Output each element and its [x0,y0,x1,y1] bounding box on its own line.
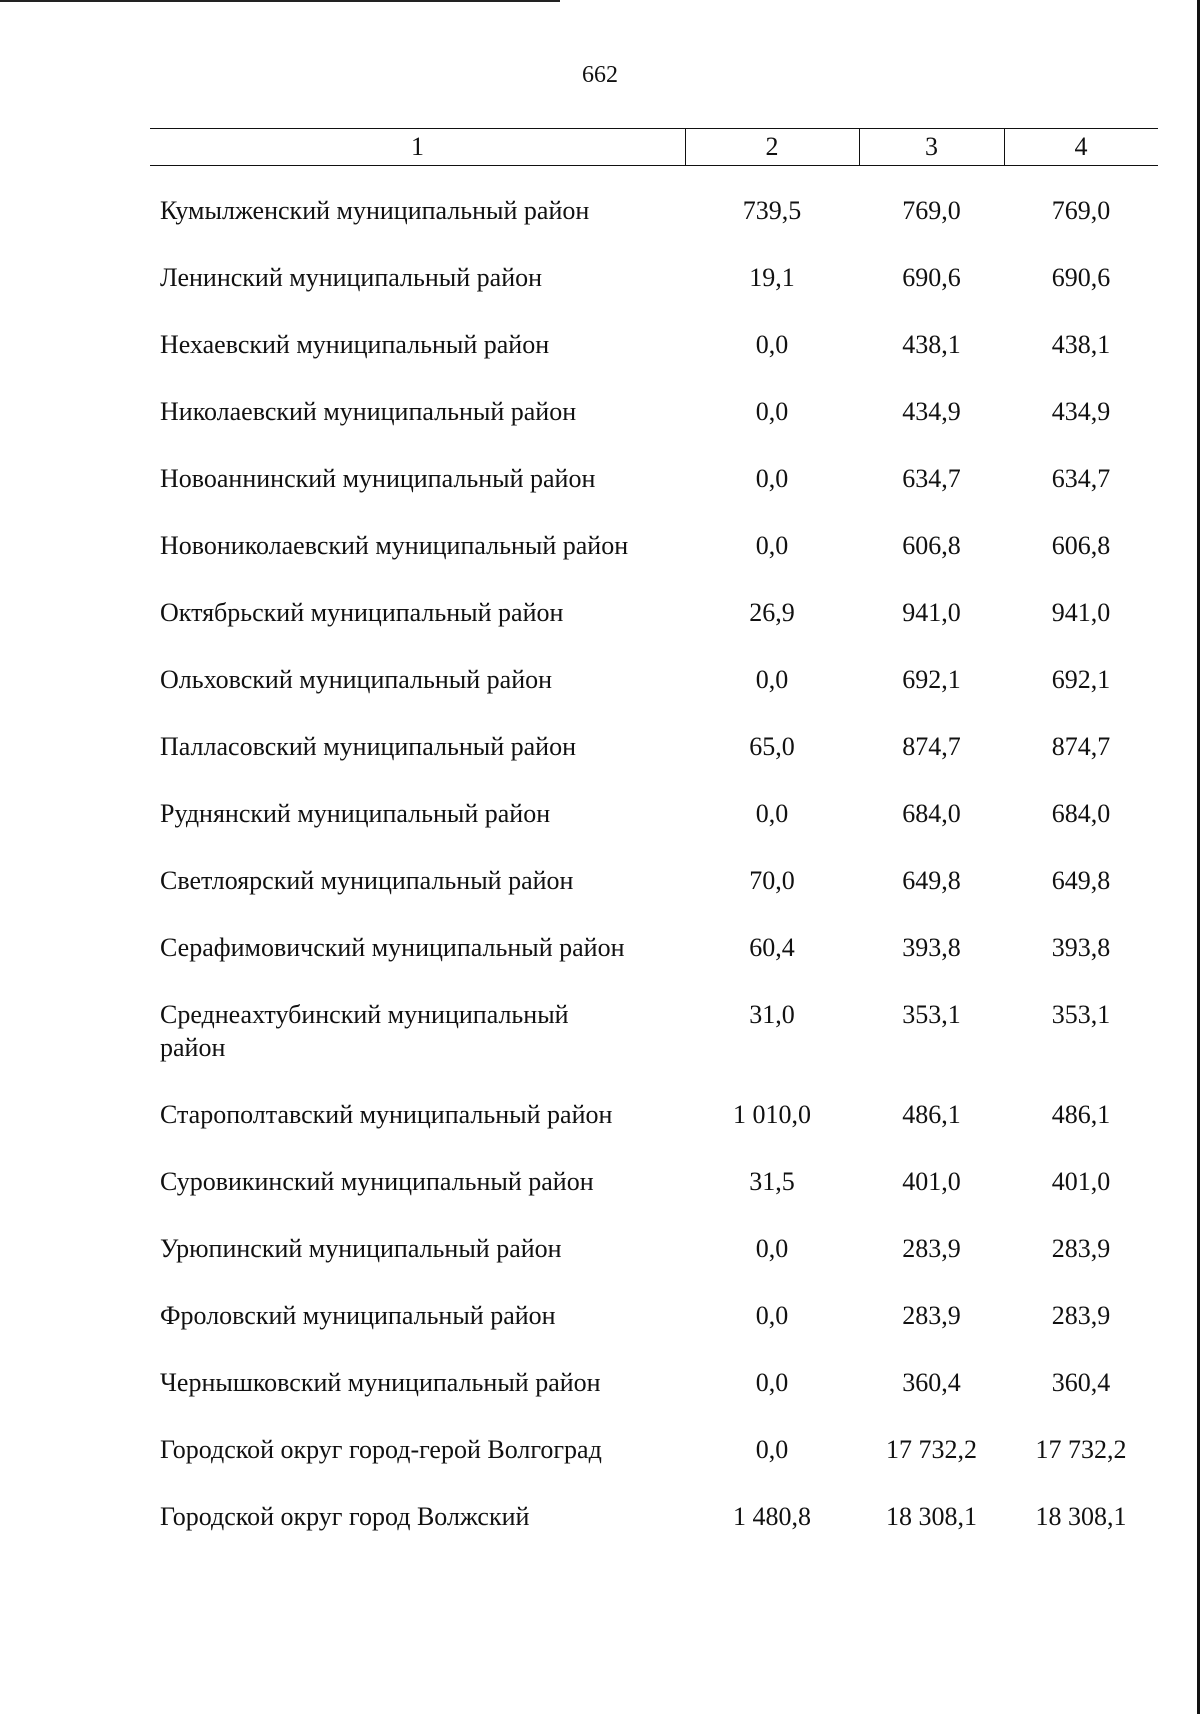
row-col-2: 65,0 [749,732,795,761]
row-name: Октябрьский муниципальный район [160,598,564,627]
row-col-2: 26,9 [749,598,795,627]
scan-edge-top [0,0,560,2]
row-name: Серафимовичский муниципальный район [160,933,625,962]
row-col-3: 283,9 [902,1234,961,1263]
table-row [150,1366,1158,1433]
row-col-3: 434,9 [902,397,961,426]
table-row [150,194,1158,261]
table-row [150,395,1158,462]
row-col-2: 0,0 [755,531,789,560]
table-row [150,1299,1158,1366]
row-col-3: 874,7 [902,732,961,761]
row-col-4: 486,1 [1051,1100,1111,1129]
row-name: Старополтавский муниципальный район [160,1100,613,1129]
row-col-2: 0,0 [755,1234,789,1263]
row-col-3: 486,1 [902,1100,961,1129]
row-col-4: 18 308,1 [1035,1502,1127,1531]
row-col-2: 0,0 [755,397,789,426]
row-col-4: 283,9 [1051,1301,1111,1330]
row-col-3: 353,1 [902,1000,961,1029]
row-name: Новониколаевский муниципальный район [160,531,629,560]
table-row [150,1500,1158,1567]
row-col-4: 941,0 [1051,598,1111,627]
table-header [150,128,1158,166]
row-name: Кумылженский муниципальный район [160,196,590,225]
row-col-3: 283,9 [902,1301,961,1330]
row-col-3: 17 732,2 [886,1435,977,1464]
row-name: Фроловский муниципальный район [160,1301,556,1330]
header-col-1: 1 [411,132,424,161]
row-col-3: 438,1 [902,330,961,359]
header-col-2: 2 [765,132,779,161]
row-name: Урюпинский муниципальный район [160,1234,562,1263]
row-name: Нехаевский муниципальный район [160,330,550,359]
row-col-3: 690,6 [902,263,961,292]
row-col-2: 0,0 [755,1435,789,1464]
row-name: Городской округ город Волжский [160,1502,530,1531]
row-name: Светлоярский муниципальный район [160,866,574,895]
table-row [150,529,1158,596]
table-row [150,1232,1158,1299]
page-number: 662 [582,62,618,88]
table-row [150,730,1158,797]
table-row [150,663,1158,730]
table-row [150,931,1158,998]
table-row [150,462,1158,529]
row-col-2: 70,0 [749,866,795,895]
table-row [150,1433,1158,1500]
row-col-3: 634,7 [902,464,961,493]
table-row [150,1098,1158,1165]
row-col-4: 692,1 [1051,665,1111,694]
row-col-4: 690,6 [1051,263,1111,292]
row-col-4: 401,0 [1051,1167,1111,1196]
row-name: Палласовский муниципальный район [160,732,576,761]
row-name: Среднеахтубинский муниципальный район [160,1000,569,1062]
row-col-3: 684,0 [902,799,961,828]
row-name: Городской округ город-герой Волгоград [160,1435,602,1464]
row-name: Новоаннинский муниципальный район [160,464,596,493]
table-row [150,596,1158,663]
row-name: Суровикинский муниципальный район [160,1167,594,1196]
row-col-2: 0,0 [755,799,789,828]
row-col-3: 393,8 [902,933,961,962]
table-row [150,864,1158,931]
table-row [150,261,1158,328]
row-col-4: 360,4 [1051,1368,1111,1397]
row-name: Руднянский муниципальный район [160,799,551,828]
row-col-4: 434,9 [1051,397,1111,426]
table-body [150,194,1158,1567]
row-col-4: 874,7 [1051,732,1111,761]
table-row [150,797,1158,864]
row-col-2: 31,0 [749,1000,795,1029]
row-col-2: 1 480,8 [733,1502,811,1531]
row-col-4: 393,8 [1051,933,1111,962]
row-col-2: 0,0 [755,1301,789,1330]
row-col-4: 769,0 [1051,196,1111,225]
row-col-2: 0,0 [755,1368,789,1397]
row-col-3: 360,4 [902,1368,961,1397]
table-row [150,1165,1158,1232]
row-name: Николаевский муниципальный район [160,397,577,426]
row-col-4: 684,0 [1051,799,1111,828]
row-col-4: 17 732,2 [1035,1435,1127,1464]
row-col-4: 283,9 [1051,1234,1111,1263]
row-col-4: 649,8 [1051,866,1111,895]
row-col-3: 401,0 [902,1167,961,1196]
row-col-3: 941,0 [902,598,961,627]
row-col-2: 739,5 [742,196,802,225]
row-col-2: 0,0 [755,464,789,493]
row-col-2: 31,5 [749,1167,795,1196]
row-col-2: 60,4 [749,933,795,962]
row-col-3: 18 308,1 [886,1502,977,1531]
row-col-4: 353,1 [1051,1000,1111,1029]
row-col-4: 634,7 [1051,464,1111,493]
row-name: Ольховский муниципальный район [160,665,553,694]
row-col-4: 438,1 [1051,330,1111,359]
row-col-4: 606,8 [1051,531,1111,560]
row-col-3: 649,8 [902,866,961,895]
row-col-2: 19,1 [749,263,795,292]
header-col-4: 4 [1074,132,1088,161]
row-col-2: 0,0 [755,330,789,359]
row-col-3: 606,8 [902,531,961,560]
row-col-3: 769,0 [902,196,961,225]
row-col-3: 692,1 [902,665,961,694]
row-name: Ленинский муниципальный район [160,263,543,292]
row-col-2: 0,0 [755,665,789,694]
row-col-2: 1 010,0 [733,1100,811,1129]
header-col-3: 3 [925,132,938,161]
table-row [150,998,1158,1098]
row-name: Чернышковский муниципальный район [160,1368,601,1397]
table-row [150,328,1158,395]
